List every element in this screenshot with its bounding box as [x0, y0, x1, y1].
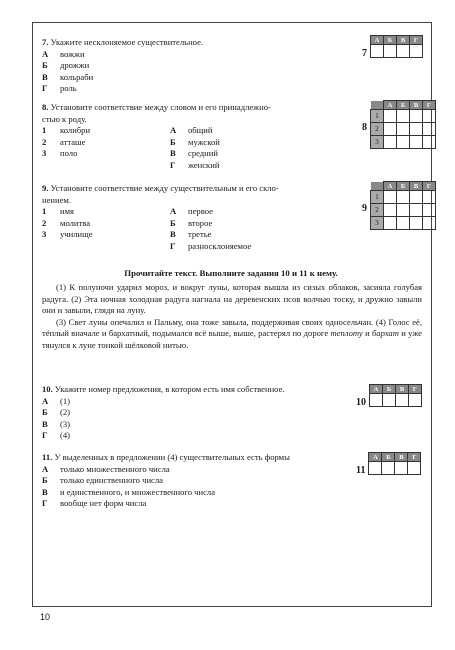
- q8-item-1: 1 колибри: [42, 125, 91, 135]
- answer-cell[interactable]: [384, 136, 397, 149]
- q9-item-1: 1 имя: [42, 206, 74, 216]
- answer-cell[interactable]: [370, 394, 383, 407]
- q9-option-b: Б второе: [170, 217, 213, 228]
- q9-option-d: Г разносклоняемое: [170, 240, 252, 251]
- answer-cell[interactable]: [409, 394, 422, 407]
- q10-option-a[interactable]: А (1): [42, 395, 71, 406]
- q9-option-a: А первое: [170, 206, 213, 216]
- q8-item-3: 3 поло: [42, 148, 78, 158]
- answer-box-9: 9 А Б В Г 1 2 3: [362, 181, 436, 230]
- answer-cell[interactable]: [384, 191, 397, 204]
- q11-option-a[interactable]: А только множественного числа: [42, 463, 170, 474]
- answer-cell[interactable]: [384, 110, 397, 123]
- answer-cell[interactable]: [423, 204, 436, 217]
- q7-option-b[interactable]: Б дрожжи: [42, 60, 90, 70]
- q8-option-d: Г женский: [170, 159, 220, 170]
- question-10: [42, 384, 362, 442]
- question-11-title: 11. У выделенных в предложении (4) существительных есть формы: [42, 452, 290, 462]
- answer-cell[interactable]: [410, 45, 423, 58]
- answer-cell[interactable]: [382, 462, 395, 475]
- question-10-title: 10. Укажите номер предложения, в котором есть имя собственное.: [42, 384, 285, 394]
- answer-cell[interactable]: [384, 45, 397, 58]
- answer-cell[interactable]: [397, 204, 410, 217]
- question-11: [42, 452, 362, 510]
- answer-grid-11[interactable]: А Б В Г: [368, 452, 421, 475]
- q7-option-a[interactable]: А вожжи: [42, 48, 85, 59]
- q10-option-c[interactable]: В (3): [42, 418, 71, 429]
- answer-cell[interactable]: [423, 191, 436, 204]
- answer-cell[interactable]: [384, 217, 397, 230]
- answer-cell[interactable]: [410, 110, 423, 123]
- answer-cell[interactable]: [423, 136, 436, 149]
- answer-cell[interactable]: [397, 110, 410, 123]
- question-8-title: 8. Установите соответствие между словом и его принадлежно- стью к роду.: [42, 102, 271, 124]
- answer-box-7: 7 А Б В Г: [362, 35, 423, 61]
- q10-option-b[interactable]: Б (2): [42, 407, 71, 417]
- answer-cell[interactable]: [423, 217, 436, 230]
- question-9-title: 9. Установите соответствие между существительным и его скло- нением.: [42, 183, 279, 205]
- passage-paragraph-1: (1) К полуночи ударил мороз, и вокруг луны, которая вышла из сизых облаков, засияла голубая радуга. (2) Эта ночная холодная радуга нагнала на деревенских псов волчью тоску, и дружно завыли они и завыли, глядя на луну.: [42, 282, 422, 316]
- q11-option-b[interactable]: Б только единственного числа: [42, 475, 163, 485]
- answer-cell[interactable]: [395, 462, 408, 475]
- answer-grid-8[interactable]: А Б В Г 1 2 3: [370, 100, 436, 149]
- answer-grid-7[interactable]: А Б В Г: [370, 35, 423, 58]
- passage-paragraph-2: (3) Свет луны опечалил и Пальму, она тоже завыла, поддерживая своих односельчан. (4) Голос её, тёплый вначале и бархатный, подымался всё выше, выше, растерял по дороге теплоту и бархат и уже тянулся к луне тонкой шёлковой нитью.: [42, 316, 422, 350]
- answer-cell[interactable]: [410, 217, 423, 230]
- answer-cell[interactable]: [410, 204, 423, 217]
- q7-option-c[interactable]: В кольраби: [42, 71, 94, 82]
- q11-option-c[interactable]: В и единственного, и множественного числа: [42, 486, 216, 497]
- question-7: [42, 37, 362, 95]
- q7-option-d[interactable]: Г роль: [42, 83, 77, 93]
- answer-cell[interactable]: [396, 394, 409, 407]
- answer-cell[interactable]: [384, 123, 397, 136]
- q10-option-d[interactable]: Г (4): [42, 430, 71, 440]
- q11-option-d[interactable]: Г вообще нет форм числа: [42, 498, 147, 508]
- answer-cell[interactable]: [397, 217, 410, 230]
- answer-cell[interactable]: [423, 110, 436, 123]
- question-9: [42, 183, 362, 253]
- q8-option-c: В средний: [170, 148, 218, 158]
- answer-box-11: 11 А Б В Г: [356, 452, 421, 478]
- answer-cell[interactable]: [384, 204, 397, 217]
- answer-cell[interactable]: [423, 123, 436, 136]
- question-7-title: 7. Укажите несклоняемое существительное.: [42, 37, 204, 47]
- page-number: 10: [40, 612, 51, 622]
- answer-box-8: 8 А Б В Г 1 2 3: [362, 100, 436, 149]
- highlighted-word-barkhat: бархат: [371, 328, 399, 339]
- q9-item-3: 3 училище: [42, 229, 93, 239]
- q9-option-c: В третье: [170, 229, 212, 239]
- answer-cell[interactable]: [397, 123, 410, 136]
- reading-passage: [42, 282, 422, 352]
- answer-cell[interactable]: [369, 462, 382, 475]
- answer-cell[interactable]: [371, 45, 384, 58]
- answer-cell[interactable]: [397, 45, 410, 58]
- answer-grid-9[interactable]: А Б В Г 1 2 3: [370, 181, 436, 230]
- q8-item-2: 2 атташе: [42, 136, 86, 147]
- answer-grid-10[interactable]: А Б В Г: [369, 384, 422, 407]
- text-heading: Прочитайте текст. Выполните задания 10 и 11 к нему.: [124, 268, 338, 278]
- answer-cell[interactable]: [397, 136, 410, 149]
- question-8: [42, 102, 362, 172]
- answer-cell[interactable]: [410, 191, 423, 204]
- answer-cell[interactable]: [410, 123, 423, 136]
- q9-item-2: 2 молитва: [42, 217, 91, 228]
- answer-cell[interactable]: [383, 394, 396, 407]
- answer-cell[interactable]: [410, 136, 423, 149]
- answer-cell[interactable]: [408, 462, 421, 475]
- highlighted-word-teplotu: теплоту: [330, 328, 363, 339]
- q8-option-a: А общий: [170, 125, 213, 135]
- q8-option-b: Б мужской: [170, 136, 220, 147]
- answer-box-10: 10 А Б В Г: [356, 384, 422, 410]
- answer-cell[interactable]: [397, 191, 410, 204]
